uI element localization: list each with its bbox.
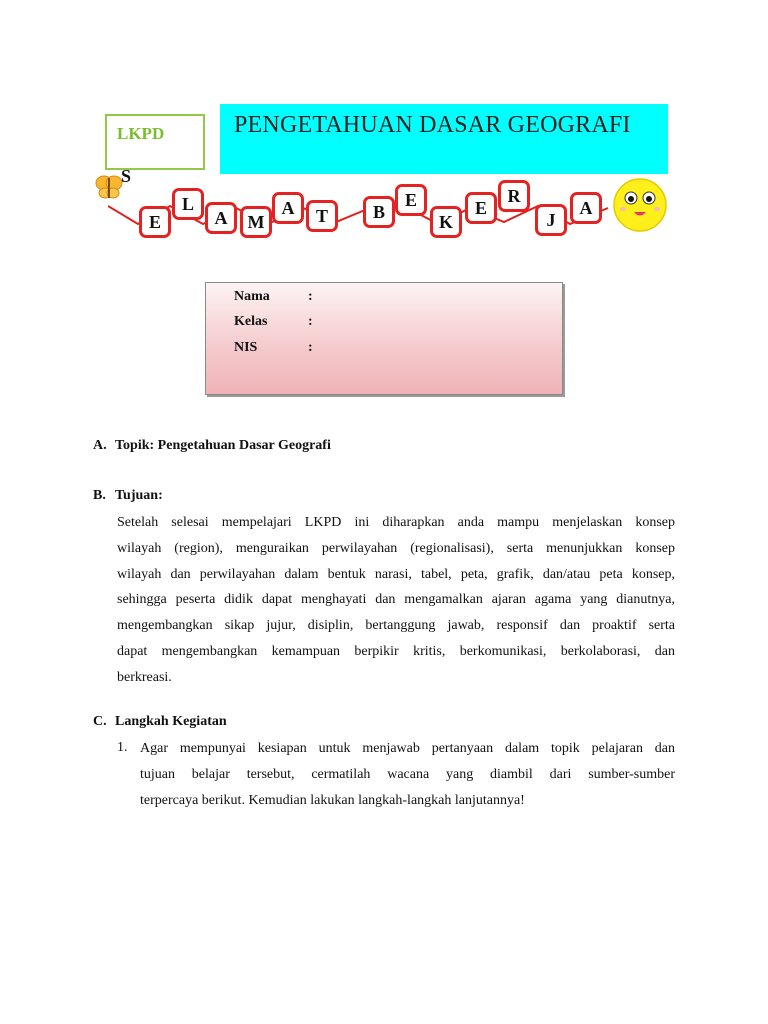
- paragraph-line: tujuan belajar tersebut, cermatilah wacana yang diambil dari sumber-sumber: [140, 766, 675, 782]
- section-title: Langkah Kegiatan: [115, 714, 227, 729]
- paragraph-line: Setelah selesai mempelajari LKPD ini diharapkan anda mampu menjelaskan konsep: [117, 515, 675, 530]
- section-number: C.: [93, 714, 107, 729]
- banner-letter-s: S: [121, 166, 132, 186]
- langkah-item-1: [140, 736, 675, 813]
- banner-tile-1: E: [139, 206, 171, 238]
- paragraph-line: dapat mengembangkan kemampuan berpikir kritis, berkomunikasi, berkolaborasi, dan: [117, 643, 675, 659]
- lkpd-label: LKPD: [117, 124, 165, 143]
- identity-row-nama: [234, 289, 313, 305]
- section-b-heading: [93, 488, 163, 504]
- paragraph-line: sehingga peserta didik dapat menghayati dan mengamalkan ajaran agama yang dianutnya,: [117, 592, 675, 608]
- lkpd-badge: [105, 114, 205, 170]
- paragraph-line: terpercaya berikut. Kemudian lakukan langkah-langkah lanjutannya!: [140, 792, 525, 808]
- section-title: Tujuan:: [115, 488, 163, 503]
- banner-tile-4: M: [240, 206, 272, 238]
- banner-tile-13: A: [570, 192, 602, 224]
- paragraph-line: berkreasi.: [117, 669, 172, 685]
- identity-colon: :: [308, 289, 313, 304]
- identity-colon: :: [308, 314, 313, 329]
- smiley-icon: [612, 176, 668, 234]
- banner-tile-2: L: [172, 188, 204, 220]
- list-number: 1.: [117, 740, 128, 755]
- banner-tile-9: K: [430, 206, 462, 238]
- identity-label: NIS: [234, 340, 258, 355]
- identity-row-kelas: [234, 314, 313, 330]
- banner-tile-11: R: [498, 180, 530, 212]
- identity-box: [205, 282, 563, 395]
- paragraph-line: wilayah dan perwilayahan dalam bentuk narasi, tabel, peta, grafik, dan/atau peta konsep,: [117, 566, 675, 582]
- section-a-heading: [93, 438, 331, 454]
- tujuan-paragraph: [117, 510, 675, 691]
- banner-tile-10: E: [465, 192, 497, 224]
- title-banner: [220, 104, 668, 174]
- banner-tile-3: A: [205, 202, 237, 234]
- identity-label: Kelas: [234, 314, 268, 329]
- identity-label: Nama: [234, 289, 270, 304]
- banner-tile-8: E: [395, 184, 427, 216]
- identity-row-nis: [234, 340, 313, 356]
- section-number: A.: [93, 438, 107, 453]
- section-title: Topik: Pengetahuan Dasar Geografi: [115, 438, 331, 453]
- banner-tile-12: J: [535, 204, 567, 236]
- section-c-heading: [93, 714, 227, 730]
- banner-tile-5: A: [272, 192, 304, 224]
- banner-tile-7: B: [363, 196, 395, 228]
- page-title: PENGETAHUAN DASAR GEOGRAFI: [234, 112, 631, 138]
- banner-tile-6: T: [306, 200, 338, 232]
- paragraph-line: mengembangkan sikap jujur, disiplin, bertanggung jawab, responsif dan proaktif serta: [117, 618, 675, 634]
- section-number: B.: [93, 488, 106, 503]
- identity-colon: :: [308, 340, 313, 355]
- paragraph-line: wilayah (region), menguraikan perwilayahan (regionalisasi), serta menunjukkan konsep: [117, 540, 675, 556]
- paragraph-line: Agar mempunyai kesiapan untuk menjawab pertanyaan dalam topik pelajaran dan: [140, 741, 675, 756]
